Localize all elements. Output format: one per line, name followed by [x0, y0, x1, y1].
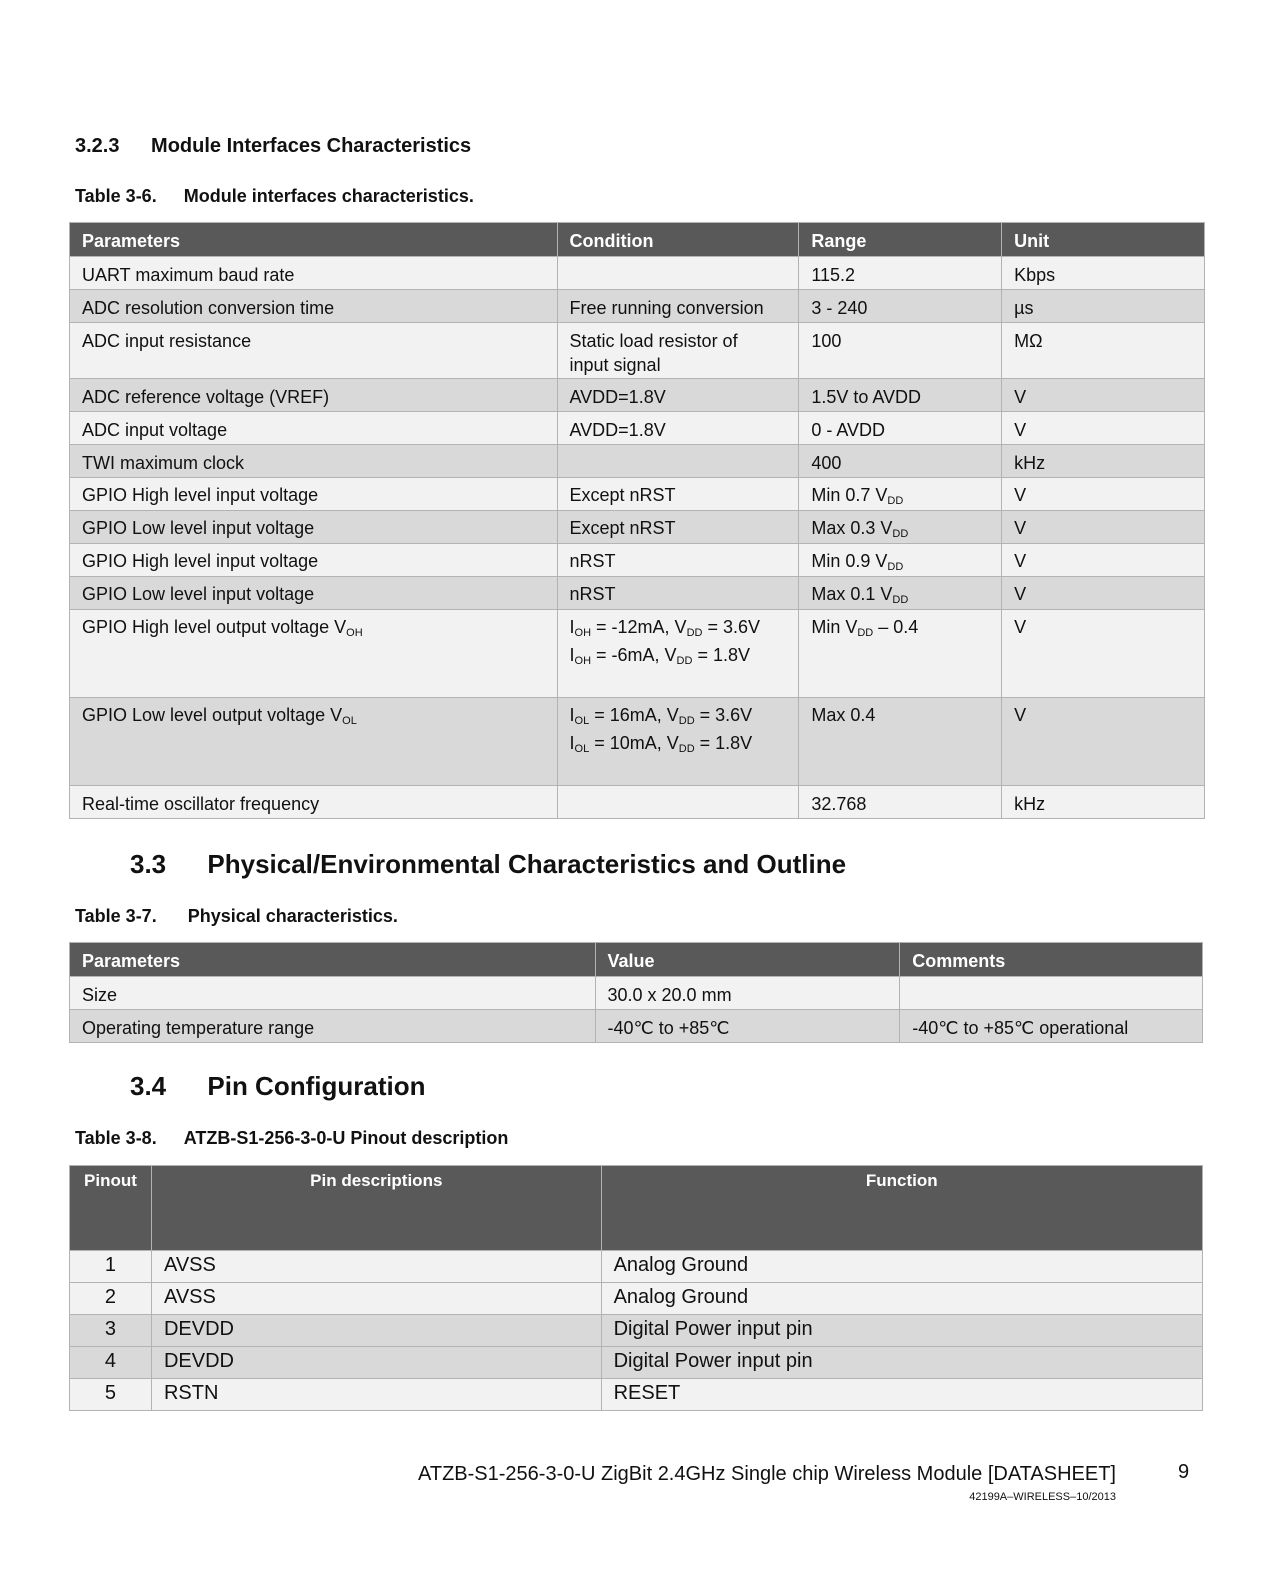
table-row: [70, 1010, 1203, 1043]
cell-param: Size: [70, 977, 596, 1010]
cell-param: ADC resolution conversion time: [70, 290, 558, 323]
section-number: 3.3: [130, 849, 167, 879]
caption-text: Module interfaces characteristics.: [183, 186, 474, 206]
header-comments: Comments: [900, 943, 1203, 977]
table-3-6-caption: [75, 186, 474, 207]
cell-param: Real-time oscillator frequency: [70, 786, 558, 819]
header-value: Value: [595, 943, 900, 977]
range-text: – 0.4: [873, 617, 919, 637]
table-header-row: [70, 943, 1203, 977]
cell-unit: V: [1002, 379, 1205, 412]
cell-param: GPIO Low level input voltage: [70, 577, 558, 610]
subscript: OH: [574, 655, 592, 667]
header-range: Range: [799, 223, 1002, 257]
section-heading-3-2-3: [75, 135, 471, 158]
range-subscript: DD: [892, 594, 909, 606]
cell-condition: nRST: [557, 544, 799, 577]
cell-condition: AVDD=1.8V: [557, 412, 799, 445]
text: = 1.8V: [692, 645, 750, 665]
table-row: [70, 577, 1205, 610]
footer-doc-id: 42199A–WIRELESS–10/2013: [969, 1491, 1116, 1503]
cell-range: Max 0.4: [799, 698, 1002, 786]
cell-param: Operating temperature range: [70, 1010, 596, 1043]
cell-condition: AVDD=1.8V: [557, 379, 799, 412]
cell-range: 0 - AVDD: [799, 412, 1002, 445]
table-row: [70, 511, 1205, 544]
table-row: [70, 379, 1205, 412]
header-pinout: Pinout: [70, 1166, 152, 1251]
cell-param: TWI maximum clock: [70, 445, 558, 478]
condition-line: [570, 613, 787, 641]
caption-label: Table 3-8.: [75, 1128, 157, 1148]
header-parameters: Parameters: [70, 223, 558, 257]
table-row: [70, 1251, 1203, 1283]
range-text: Min 0.9 V: [811, 551, 888, 571]
cell-unit: MΩ: [1002, 323, 1205, 379]
cell-range: 100: [799, 323, 1002, 379]
cell-desc: DEVDD: [151, 1347, 601, 1379]
condition-line: [570, 701, 787, 729]
section-title: Module Interfaces Characteristics: [151, 135, 472, 157]
table-row: [70, 1347, 1203, 1379]
cell-range: 400: [799, 445, 1002, 478]
cell-range: [799, 610, 1002, 698]
cell-param: GPIO High level input voltage: [70, 544, 558, 577]
range-subscript: DD: [887, 561, 904, 573]
cell-desc: DEVDD: [151, 1315, 601, 1347]
section-heading-3-4: [130, 1071, 425, 1102]
table-3-8-caption: [75, 1128, 508, 1149]
text: = 3.6V: [702, 617, 760, 637]
cell-param: [70, 698, 558, 786]
table-row: [70, 445, 1205, 478]
condition-line: Static load resistor of: [569, 331, 738, 351]
subscript: OH: [574, 627, 592, 639]
range-subscript: DD: [887, 495, 904, 507]
cell-comments: -40℃ to +85℃ operational: [900, 1010, 1203, 1043]
range-text: Max 0.3 V: [811, 518, 893, 538]
table-row: [70, 786, 1205, 819]
table-row: [70, 412, 1205, 445]
page-number: 9: [1178, 1461, 1190, 1483]
table-row: [70, 290, 1205, 323]
cell-unit: kHz: [1002, 445, 1205, 478]
cell-pin: 1: [70, 1251, 152, 1283]
table-module-interfaces: [69, 222, 1205, 819]
text: I: [569, 617, 575, 637]
table-header-row: [70, 223, 1205, 257]
cell-unit: V: [1002, 478, 1205, 511]
range-text: Max 0.1 V: [811, 584, 893, 604]
table-pinout: [69, 1165, 1203, 1411]
table-row: [70, 610, 1205, 698]
cell-unit: µs: [1002, 290, 1205, 323]
section-number: 3.2.3: [75, 135, 120, 157]
table-row: [70, 698, 1205, 786]
text: = -6mA, V: [591, 645, 677, 665]
header-function: Function: [601, 1166, 1202, 1251]
cell-value: 30.0 x 20.0 mm: [595, 977, 900, 1010]
subscript: OL: [574, 715, 590, 727]
table-physical-characteristics: [69, 942, 1203, 1043]
subscript: DD: [676, 655, 693, 667]
table-row: [70, 1283, 1203, 1315]
range-text: Min 0.7 V: [811, 485, 888, 505]
cell-range: [799, 478, 1002, 511]
cell-range: 115.2: [799, 257, 1002, 290]
cell-condition: Free running conversion: [557, 290, 799, 323]
subscript: DD: [678, 743, 695, 755]
cell-unit: V: [1002, 610, 1205, 698]
text: I: [569, 645, 575, 665]
text: = -12mA, V: [591, 617, 687, 637]
cell-condition: nRST: [557, 577, 799, 610]
table-row: [70, 323, 1205, 379]
condition-line: [570, 641, 787, 669]
cell-desc: AVSS: [151, 1283, 601, 1315]
cell-param: ADC input voltage: [70, 412, 558, 445]
cell-function: Digital Power input pin: [601, 1347, 1202, 1379]
param-text: GPIO High level output voltage V: [82, 617, 347, 637]
text: = 1.8V: [694, 733, 753, 753]
cell-range: [799, 577, 1002, 610]
cell-pin: 3: [70, 1315, 152, 1347]
range-subscript: DD: [892, 528, 909, 540]
cell-unit: V: [1002, 412, 1205, 445]
table-3-7-caption: [75, 906, 398, 927]
footer-title: ATZB-S1-256-3-0-U ZigBit 2.4GHz Single chip Wireless Module [DATASHEET]: [418, 1463, 1116, 1485]
header-pin-descriptions: Pin descriptions: [151, 1166, 601, 1251]
subscript: DD: [686, 627, 703, 639]
section-number: 3.4: [130, 1071, 167, 1101]
header-parameters: Parameters: [70, 943, 596, 977]
table-header-row: [70, 1166, 1203, 1251]
header-unit: Unit: [1002, 223, 1205, 257]
cell-value: -40℃ to +85℃: [595, 1010, 900, 1043]
cell-function: Digital Power input pin: [601, 1315, 1202, 1347]
table-row: [70, 478, 1205, 511]
section-title: Pin Configuration: [207, 1071, 426, 1101]
cell-condition: [557, 698, 799, 786]
section-heading-3-3: [130, 849, 846, 880]
cell-unit: Kbps: [1002, 257, 1205, 290]
table-row: [70, 977, 1203, 1010]
cell-param: UART maximum baud rate: [70, 257, 558, 290]
param-subscript: OL: [342, 715, 357, 727]
section-title: Physical/Environmental Characteristics and Outline: [207, 849, 847, 879]
param-text: GPIO Low level output voltage V: [82, 705, 343, 725]
table-row: [70, 544, 1205, 577]
param-subscript: OH: [346, 627, 363, 639]
cell-condition: Except nRST: [557, 478, 799, 511]
cell-param: ADC input resistance: [70, 323, 558, 379]
cell-condition: [557, 445, 799, 478]
condition-line: input signal: [569, 355, 661, 375]
cell-function: Analog Ground: [601, 1283, 1202, 1315]
cell-param: ADC reference voltage (VREF): [70, 379, 558, 412]
cell-desc: RSTN: [151, 1379, 601, 1411]
cell-condition: [557, 257, 799, 290]
cell-function: RESET: [601, 1379, 1202, 1411]
caption-text: Physical characteristics.: [187, 906, 398, 926]
cell-pin: 2: [70, 1283, 152, 1315]
cell-range: 1.5V to AVDD: [799, 379, 1002, 412]
cell-param: GPIO High level input voltage: [70, 478, 558, 511]
cell-desc: AVSS: [151, 1251, 601, 1283]
text: I: [569, 733, 575, 753]
cell-range: [799, 511, 1002, 544]
text: = 16mA, V: [589, 705, 679, 725]
caption-label: Table 3-7.: [75, 906, 157, 926]
cell-condition: Except nRST: [557, 511, 799, 544]
cell-pin: 4: [70, 1347, 152, 1379]
caption-text: ATZB-S1-256-3-0-U Pinout description: [183, 1128, 509, 1148]
cell-condition: [557, 786, 799, 819]
subscript: OL: [574, 743, 590, 755]
cell-condition: [557, 323, 799, 379]
range-text: Min V: [811, 617, 858, 637]
table-row: [70, 1315, 1203, 1347]
cell-unit: V: [1002, 577, 1205, 610]
table-row: [70, 1379, 1203, 1411]
cell-function: Analog Ground: [601, 1251, 1202, 1283]
range-subscript: DD: [857, 627, 874, 639]
cell-unit: V: [1002, 511, 1205, 544]
text: = 3.6V: [694, 705, 753, 725]
cell-range: 3 - 240: [799, 290, 1002, 323]
cell-unit: kHz: [1002, 786, 1205, 819]
cell-unit: V: [1002, 544, 1205, 577]
cell-condition: [557, 610, 799, 698]
cell-comments: [900, 977, 1203, 1010]
cell-unit: V: [1002, 698, 1205, 786]
caption-label: Table 3-6.: [75, 186, 157, 206]
condition-line: [570, 729, 787, 757]
cell-range: [799, 544, 1002, 577]
table-row: [70, 257, 1205, 290]
cell-range: 32.768: [799, 786, 1002, 819]
subscript: DD: [678, 715, 695, 727]
text: I: [569, 705, 575, 725]
cell-pin: 5: [70, 1379, 152, 1411]
text: = 10mA, V: [589, 733, 679, 753]
cell-param: [70, 610, 558, 698]
cell-param: GPIO Low level input voltage: [70, 511, 558, 544]
header-condition: Condition: [557, 223, 799, 257]
